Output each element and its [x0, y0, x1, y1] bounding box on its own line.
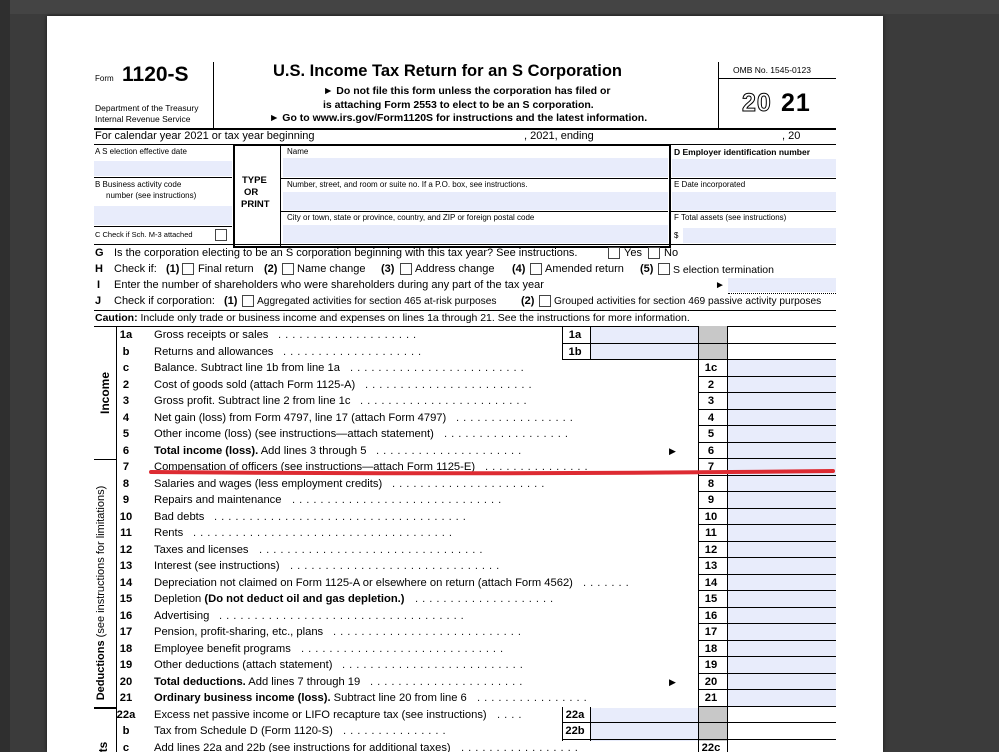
line-number: b	[122, 725, 130, 737]
dot-leader: ...............	[485, 461, 592, 473]
form-number: 1120-S	[122, 63, 189, 86]
total-arrow-icon: ▶	[669, 445, 676, 456]
question-j-text: Check if corporation:	[114, 295, 215, 307]
line-description	[154, 610, 209, 622]
line-number: 15	[119, 593, 133, 605]
dot-leader: ..........................	[342, 659, 527, 671]
line-description-text: Compensation of officers (see instructions—attach Form 1125-E)	[154, 461, 476, 473]
viewer-left-edge	[0, 0, 10, 752]
line-description-bold: Total income (loss).	[154, 444, 259, 457]
business-code-field[interactable]	[94, 206, 232, 225]
form-title: U.S. Income Tax Return for an S Corporation	[273, 62, 622, 80]
cell-rule	[562, 343, 836, 344]
income-section-label: Income	[98, 372, 112, 415]
cell-rule	[698, 689, 836, 690]
business-code-label-2: number (see instructions)	[106, 191, 197, 200]
right-line-ref: 21	[704, 692, 718, 704]
dot-leader: ....	[497, 708, 526, 721]
inner-line-ref: 1a	[568, 329, 582, 341]
line-description-text: Add lines 7 through 19	[245, 675, 361, 688]
dot-leader: ................................	[259, 543, 487, 556]
line-description-text: Salaries and wages (less employment credits)	[154, 477, 383, 490]
right-line-ref: 13	[704, 560, 718, 572]
question-g-letter: G	[95, 247, 104, 259]
tax-section-label: ts	[96, 741, 110, 752]
calendar-year-label: For calendar year 2021 or tax year beginning	[95, 130, 315, 142]
right-line-ref: 19	[704, 659, 718, 671]
line-number: 9	[122, 494, 130, 506]
line-description-text: Depletion	[154, 593, 205, 605]
deductions-label-bold: Deductions	[95, 640, 107, 701]
cell-rule	[698, 640, 836, 641]
cell-rule	[698, 392, 836, 393]
city-field[interactable]	[283, 225, 668, 243]
dot-leader: ........................	[360, 395, 531, 407]
subtitle-line-2: is attaching Form 2553 to elect to be an S corporation.	[323, 99, 594, 111]
line-description-text: Advertising	[154, 609, 210, 622]
form-page	[47, 16, 883, 752]
question-i-text: Enter the number of shareholders who were shareholders during any part of the tax year	[114, 279, 544, 291]
line-description	[154, 560, 280, 572]
right-line-ref: 16	[704, 609, 718, 622]
h4-number: (4)	[512, 263, 526, 275]
dot-leader: ..............................	[292, 494, 506, 506]
schedule-m3-checkbox[interactable]	[215, 229, 227, 241]
right-line-ref: 4	[707, 411, 715, 424]
line-description	[154, 412, 446, 424]
line-number: 3	[122, 395, 130, 407]
right-line-ref: 15	[704, 593, 718, 605]
caution-note	[95, 312, 690, 324]
dot-leader: ................	[477, 692, 591, 704]
line-description	[154, 395, 350, 407]
line-description-text: Cost of goods sold (attach Form 1125-A)	[154, 378, 356, 391]
cell-rule	[698, 442, 836, 443]
line-number: 5	[122, 428, 130, 440]
line-number: 12	[119, 543, 133, 556]
grouped-activities-label: Grouped activities for section 469 passive activity purposes	[554, 296, 822, 307]
line-description	[154, 511, 204, 523]
dot-leader: ...............	[343, 725, 450, 737]
name-field[interactable]	[283, 158, 668, 177]
line-description-text: Pension, profit-sharing, etc., plans	[154, 626, 324, 638]
s-election-termination-label: S election termination	[673, 264, 774, 276]
line-number: 6	[122, 444, 130, 457]
dot-leader: ..................	[444, 428, 572, 440]
line-description-text: Depreciation not claimed on Form 1125-A or elsewhere on return (attach Form 4562)	[154, 576, 573, 589]
cell-rule	[562, 739, 836, 740]
final-return-label: Final return	[198, 263, 254, 275]
right-line-ref: 5	[707, 428, 715, 440]
form-label: Form	[95, 74, 114, 83]
right-line-ref: 7	[707, 461, 715, 473]
dot-leader: .......	[583, 576, 633, 589]
cell-rule	[698, 590, 836, 591]
or-label: OR	[244, 187, 259, 198]
dot-leader: ......................	[392, 477, 549, 490]
cell-rule	[698, 541, 836, 542]
line-description	[154, 692, 467, 704]
cell-rule	[698, 574, 836, 575]
line-number: 11	[120, 527, 132, 539]
address-change-label: Address change	[415, 263, 495, 275]
cell-rule	[698, 607, 836, 608]
h2-number: (2)	[264, 263, 278, 275]
line-description	[154, 379, 355, 391]
line-number: 17	[119, 626, 133, 638]
total-arrow-icon: ▶	[669, 676, 676, 687]
line-description-text: Gross profit. Subtract line 2 from line 1c	[154, 395, 351, 407]
line-description-bold: Total deductions.	[154, 675, 246, 688]
city-label: City or town, state or province, country, and ZIP or foreign postal code	[287, 213, 535, 222]
h1-number: (1)	[166, 263, 180, 275]
s-election-termination-checkbox[interactable]	[658, 263, 670, 275]
street-field[interactable]	[283, 192, 668, 210]
question-g-no-checkbox[interactable]	[648, 247, 660, 259]
year-solid: 21	[781, 89, 811, 117]
inner-line-ref: 1b	[568, 345, 582, 358]
name-change-checkbox[interactable]	[282, 263, 294, 275]
line-description	[154, 709, 487, 721]
line-number: 8	[122, 477, 130, 490]
red-annotation-stroke	[147, 466, 837, 478]
line-number: 21	[119, 692, 133, 704]
line-description-text: Repairs and maintenance	[154, 494, 282, 506]
right-line-ref: 18	[704, 642, 718, 655]
line-description-text: Gross receipts or sales	[154, 329, 269, 341]
line-description	[154, 428, 434, 440]
type-label: TYPE	[242, 175, 267, 186]
deductions-label-note: (see instructions for limitations)	[95, 485, 107, 638]
line-description-bold: Ordinary business income (loss).	[154, 692, 331, 704]
question-h-text: Check if:	[114, 263, 157, 275]
line-description	[154, 577, 573, 589]
aggregated-activities-label: Aggregated activities for section 465 at-risk purposes	[257, 296, 497, 307]
line-description	[154, 329, 268, 341]
dot-leader: ....................	[283, 345, 426, 358]
line-description-text: Employee benefit programs	[154, 642, 291, 655]
line-description-text: Balance. Subtract line 1b from line 1a	[154, 362, 340, 374]
cell-rule	[698, 557, 836, 558]
question-g-yes-checkbox[interactable]	[608, 247, 620, 259]
question-i-letter: I	[97, 279, 101, 291]
line-description-text: Add lines 22a and 22b (see instructions for additional taxes)	[154, 741, 451, 752]
caution-label: Caution:	[95, 312, 138, 324]
total-assets-field[interactable]	[683, 228, 836, 243]
grouped-activities-checkbox[interactable]	[539, 295, 551, 307]
cell-rule	[698, 491, 836, 492]
line-description-text: Bad debts	[154, 510, 205, 523]
year-outline: 20	[742, 89, 772, 117]
line-description-text: Add lines 3 through 5	[258, 444, 367, 457]
question-j-letter: J	[95, 295, 102, 307]
line-description-text: Taxes and licenses	[154, 543, 249, 556]
shareholders-count-field[interactable]	[728, 278, 836, 292]
right-line-ref: 14	[704, 576, 718, 589]
line-description	[154, 742, 451, 752]
line-number: 20	[119, 675, 133, 688]
line-description-text: Net gain (loss) from Form 4797, line 17 (attach Form 4797)	[154, 411, 447, 424]
agency-line: Internal Revenue Service	[95, 114, 191, 124]
dot-leader: ...................................	[219, 609, 468, 622]
dot-leader: ....................................	[214, 510, 470, 523]
line-number: 10	[119, 510, 133, 523]
dot-leader: .........................	[350, 362, 528, 374]
inner-line-ref: 22b	[565, 725, 585, 737]
line-number: c	[122, 741, 130, 752]
dot-leader: ......................	[370, 675, 527, 688]
line-number: 16	[119, 609, 133, 622]
line-description	[154, 362, 340, 374]
line-description	[154, 544, 249, 556]
line-number: b	[122, 345, 130, 358]
cell-rule	[698, 623, 836, 624]
calendar-end-year: , 20	[782, 130, 801, 142]
right-line-ref: 2	[707, 378, 715, 391]
right-line-ref: 22c	[701, 741, 721, 752]
right-line-ref: 9	[707, 494, 715, 506]
dot-leader: ....................	[278, 329, 421, 341]
right-line-ref: 20	[704, 675, 718, 688]
cell-rule	[698, 508, 836, 509]
line-description	[154, 445, 366, 457]
line-number: 22a	[116, 708, 136, 721]
line-description	[154, 676, 360, 688]
date-incorporated-field[interactable]	[672, 192, 836, 210]
dot-leader: .............................	[301, 642, 508, 655]
dollar-sign: $	[674, 231, 679, 240]
right-line-ref: 3	[707, 395, 715, 407]
line-description	[154, 659, 332, 671]
line-number: 2	[122, 378, 130, 391]
right-line-ref: 17	[704, 626, 718, 638]
cell-rule	[698, 706, 836, 707]
line-number: 4	[122, 411, 130, 424]
viewer-top-bar	[0, 0, 999, 14]
department-line: Department of the Treasury	[95, 103, 199, 113]
address-change-checkbox[interactable]	[400, 263, 412, 275]
cell-rule	[698, 409, 836, 410]
name-change-label: Name change	[297, 263, 366, 275]
line-number: 1a	[119, 329, 133, 341]
line-description	[154, 527, 183, 539]
cell-rule	[562, 359, 836, 360]
line-description	[154, 346, 273, 358]
line-description	[154, 593, 405, 605]
line-description	[154, 626, 323, 638]
s-election-date-label: A S election effective date	[95, 147, 187, 156]
line-description-text: Excess net passive income or LIFO recapture tax (see instructions)	[154, 708, 487, 721]
right-line-ref: 1c	[704, 362, 718, 374]
cell-rule	[698, 376, 836, 377]
right-line-ref: 12	[704, 543, 718, 556]
cell-rule	[698, 673, 836, 674]
line-number: 7	[122, 461, 130, 473]
line-number: c	[122, 362, 130, 374]
dot-leader: .................	[461, 741, 582, 752]
dot-leader: ..............................	[290, 560, 504, 572]
s-election-date-field[interactable]	[94, 161, 232, 176]
print-label: PRINT	[241, 199, 270, 210]
total-assets-label: F Total assets (see instructions)	[674, 213, 787, 222]
final-return-checkbox[interactable]	[182, 263, 194, 275]
cell-rule	[698, 425, 836, 426]
subtitle-line-1: ► Do not file this form unless the corporation has filed or	[323, 85, 611, 97]
line-description-text: Interest (see instructions)	[154, 560, 280, 572]
date-incorporated-label: E Date incorporated	[674, 180, 746, 189]
line-description-text: Tax from Schedule D (Form 1120-S)	[154, 725, 333, 737]
cell-rule	[698, 656, 836, 657]
line-description	[154, 643, 291, 655]
right-line-ref: 11	[705, 527, 717, 539]
dot-leader: .....................................	[193, 527, 457, 539]
line-description-text: Returns and allowances	[154, 345, 274, 358]
line-item	[47, 741, 883, 752]
dot-leader: .................	[456, 411, 577, 424]
line-number: 19	[119, 659, 133, 671]
name-label: Name	[287, 147, 309, 156]
line-number: 13	[119, 560, 133, 572]
ein-label: D Employer identification number	[674, 147, 811, 157]
dot-leader: ...........................	[333, 626, 525, 638]
j1-number: (1)	[224, 295, 238, 307]
dot-leader: ........................	[365, 378, 536, 391]
line-number: 18	[119, 642, 133, 655]
right-line-ref: 6	[707, 444, 715, 457]
line-description	[154, 725, 333, 737]
dot-leader: ....................	[415, 593, 558, 605]
question-i-arrow: ►	[715, 280, 725, 291]
street-label: Number, street, and room or suite no. If a P.O. box, see instructions.	[287, 180, 528, 189]
cell-rule	[698, 458, 836, 459]
line-description	[154, 494, 282, 506]
inner-line-ref: 22a	[565, 708, 585, 721]
right-line-ref: 10	[704, 510, 718, 523]
h3-number: (3)	[381, 263, 395, 275]
line-description	[154, 478, 382, 490]
line-number: 14	[119, 576, 133, 589]
question-g-yes-label: Yes	[624, 247, 642, 259]
omb-number: OMB No. 1545-0123	[733, 65, 811, 75]
line-description-text: Rents	[154, 527, 184, 539]
line-description-bold: (Do not deduct oil and gas depletion.)	[204, 593, 405, 605]
calendar-ending-label: , 2021, ending	[524, 130, 594, 142]
amended-return-label: Amended return	[545, 263, 624, 275]
dot-leader: .....................	[376, 444, 526, 457]
amended-return-checkbox[interactable]	[530, 263, 542, 275]
question-g-no-label: No	[664, 247, 679, 259]
right-line-ref: 8	[707, 477, 715, 490]
cell-rule	[562, 722, 836, 723]
aggregated-activities-checkbox[interactable]	[242, 295, 254, 307]
subtitle-line-3: ► Go to www.irs.gov/Form1120S for instructions and the latest information.	[269, 112, 648, 124]
question-h-letter: H	[95, 263, 103, 275]
h5-number: (5)	[640, 263, 654, 275]
cell-rule	[698, 524, 836, 525]
j2-number: (2)	[521, 295, 535, 307]
line-description-text: Other income (loss) (see instructions—attach statement)	[154, 428, 434, 440]
line-description-text: Subtract line 20 from line 6	[330, 692, 467, 704]
question-g-text: Is the corporation electing to be an S corporation beginning with this tax year? See instructions.	[114, 247, 578, 259]
line-description-text: Other deductions (attach statement)	[154, 659, 333, 671]
schedule-m3-label: C Check if Sch. M-3 attached	[95, 230, 193, 239]
business-code-label: B Business activity code	[95, 180, 182, 189]
caution-text: Include only trade or business income and expenses on lines 1a through 21. See the instructions for more information.	[140, 312, 690, 324]
ein-field[interactable]	[672, 159, 836, 177]
